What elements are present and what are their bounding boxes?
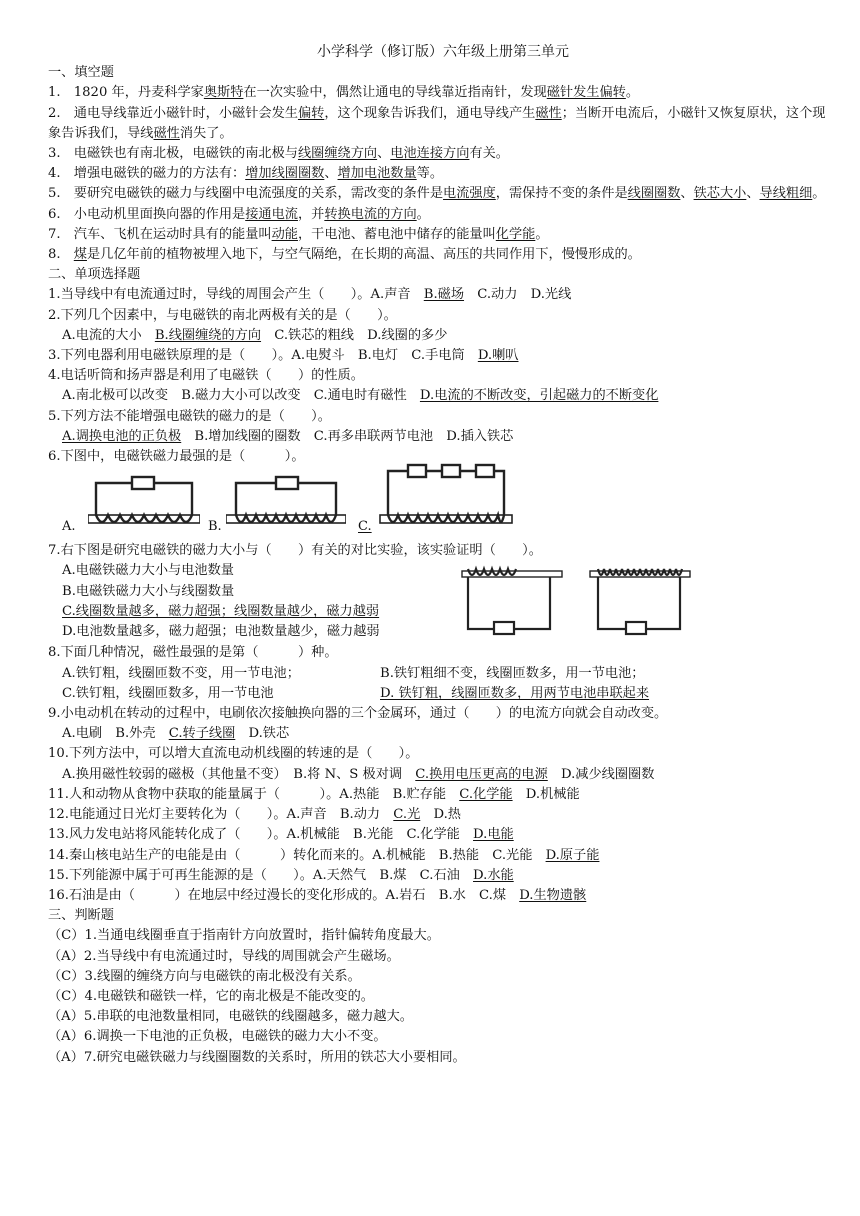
answer-underlined: 接通电流 xyxy=(245,206,298,222)
question-text: A.电刷 B.外壳 xyxy=(62,726,169,742)
judge-item-5: （A）5.串联的电池数量相同，电磁铁的线圈越多，磁力越大。 xyxy=(48,1009,413,1025)
question-text: C.铁芯的粗线 D.线圈的多少 xyxy=(261,327,448,343)
answer-underlined: 电池连接方向 xyxy=(390,146,470,162)
question-text: 16.石油是由（ ）在地层中经过漫长的变化形成的。A.岩石 B.水 C.煤 xyxy=(48,887,520,903)
figure-label-a: A. xyxy=(62,519,76,535)
question-text: 4. 增强电磁铁的磁力的方法有： xyxy=(48,166,246,182)
fill-item-3 xyxy=(48,144,838,164)
question-text: D.铁芯 xyxy=(235,726,290,742)
page-title: 小学科学（修订版）六年级上册第三单元 xyxy=(317,44,569,60)
question-11 xyxy=(48,785,838,805)
coil-comparison-figures xyxy=(458,559,698,637)
question-text: 11.人和动物从食物中获取的能量属于（ ）。A.热能 B.贮存能 xyxy=(48,786,460,802)
answer-underlined: B.磁场 xyxy=(423,287,465,303)
answer-underlined: D.生物遗骸 xyxy=(519,887,587,903)
answer-underlined: 转换电流的方向 xyxy=(324,206,417,222)
question-6: 6.下图中，电磁铁磁力最强的是（ ）。 xyxy=(48,449,305,465)
answer-underlined: 线圈圈数 xyxy=(627,186,681,202)
answer-underlined: 动能 xyxy=(271,226,298,242)
answer-underlined: 化学能 xyxy=(495,226,536,242)
question-7-option-c: C.线圈数量越多，磁力超强；线圈数量越少，磁力越弱 xyxy=(62,603,380,619)
question-8-option-a: A.铁钉粗，线圈匝数不变，用一节电池； xyxy=(62,665,300,681)
answer-underlined: 奥斯特 xyxy=(203,85,244,101)
question-text: 等。 xyxy=(416,166,444,182)
fill-item-2 xyxy=(48,104,838,144)
judge-item-1: （C）1.当通电线圈垂直于指南针方向放置时，指针偏转角度最大。 xyxy=(48,928,440,944)
answer-underlined: C.光 xyxy=(393,807,421,823)
judge-item-6: （A）6.调换一下电池的正负极，电磁铁的磁力大小不变。 xyxy=(48,1029,387,1045)
question-text: 5. 要研究电磁铁的磁力与线圈中电流强度的关系，需改变的条件是 xyxy=(48,186,444,202)
question-7-option-a: A.电磁铁磁力大小与电池数量 xyxy=(62,563,234,579)
judge-list xyxy=(48,926,838,1067)
question-text: 12.电能通过日光灯主要转化为（ ）。A.声音 B.动力 xyxy=(48,807,394,823)
figure-label-c: C. xyxy=(358,519,372,535)
question-text: 1. 1820 年，丹麦科学家 xyxy=(48,85,204,101)
answer-underlined: 线圈缠绕方向 xyxy=(297,146,378,162)
question-text: 14.秦山核电站生产的电能是由（ ）转化而来的。A.机械能 B.热能 C.光能 xyxy=(48,847,546,863)
question-text: ，干电池、蓄电池中储存的能量叫 xyxy=(297,226,496,242)
question-text: 。 xyxy=(812,186,826,202)
question-text: D.机械能 xyxy=(512,786,580,802)
judge-item-4: （C）4.电磁铁和磁铁一样，它的南北极是不能改变的。 xyxy=(48,988,374,1004)
answer-underlined: C.化学能 xyxy=(459,786,513,802)
question-text: 。 xyxy=(416,206,430,222)
section-heading-fill: 一、填空题 xyxy=(48,65,114,81)
section-heading-choice: 二、单项选择题 xyxy=(48,267,141,283)
question-10: 10.下列方法中，可以增大直流电动机线圈的转速的是（ ）。 xyxy=(48,746,419,762)
answer-underlined: C.换用电压更高的电源 xyxy=(415,766,548,782)
answer-underlined: 磁性 xyxy=(535,105,562,121)
fill-item-7 xyxy=(48,225,838,245)
electromagnet-figure-b xyxy=(226,469,346,535)
question-9: 9.小电动机在转动的过程中，电刷依次接触换向器的三个金属环，通过（ ）的电流方向就会自动改变。 xyxy=(48,706,668,722)
question-text: 7. 汽车、飞机在运动时具有的能量叫 xyxy=(48,226,272,242)
answer-underlined: 导线粗细 xyxy=(759,186,813,202)
question-7: 7.右下图是研究电磁铁的磁力大小与（ ）有关的对比实验，该实验证明（ ）。 xyxy=(48,543,542,559)
answer-underlined: 增加线圈圈数 xyxy=(245,166,325,182)
question-9-options xyxy=(48,724,838,744)
question-text: 6. 小电动机里面换向器的作用是 xyxy=(48,206,246,222)
fill-item-5 xyxy=(48,184,838,204)
judge-item-3: （C）3.线圈的缠绕方向与电磁铁的南北极没有关系。 xyxy=(48,968,361,984)
answer-underlined: C.转子线圈 xyxy=(168,726,236,742)
question-text: 13.风力发电站将风能转化成了（ ）。A.机械能 B.光能 C.化学能 xyxy=(48,827,474,843)
fill-list xyxy=(48,83,838,265)
electromagnet-figure-c xyxy=(376,461,516,535)
question-text: C.动力 D.光线 xyxy=(464,287,572,303)
answer-underlined: D.电流的不断改变，引起磁力的不断变化 xyxy=(419,388,659,404)
question-12 xyxy=(48,805,838,825)
section-heading-judge: 三、判断题 xyxy=(48,908,114,924)
answer-underlined: 铁芯大小 xyxy=(693,186,747,202)
question-15 xyxy=(48,866,838,886)
question-text: 、 xyxy=(746,186,760,202)
question-text: 。 xyxy=(625,85,640,101)
answer-underlined: 电流强度 xyxy=(443,186,496,202)
answer-underlined: 煤 xyxy=(73,247,87,263)
question-text: ，需保持不变的条件是 xyxy=(495,186,628,202)
question-text: ；当断开电流后，小磁针又恢复原状，这个现象告诉我们，导线 xyxy=(48,105,826,141)
question-10-options xyxy=(48,765,838,785)
question-text: D.减少线圈圈数 xyxy=(547,766,655,782)
question-text: 、 xyxy=(324,166,338,182)
question-16 xyxy=(48,886,838,906)
question-14 xyxy=(48,846,838,866)
question-text: ，这个现象告诉我们，通电导线产生 xyxy=(324,105,536,121)
answer-underlined: D.电能 xyxy=(473,827,514,843)
question-3 xyxy=(48,346,838,366)
question-text: 是几亿年前的植物被埋入地下，与空气隔绝，在长期的高温、高压的共同作用下，慢慢形成的。 xyxy=(86,247,641,263)
answer-underlined: 磁性 xyxy=(153,125,180,141)
answer-underlined: A.调换电池的正负极 xyxy=(62,428,182,444)
answer-underlined: 偏转 xyxy=(297,105,325,121)
fill-item-8 xyxy=(48,245,838,265)
question-text: D.热 xyxy=(420,807,461,823)
question-4-options xyxy=(48,386,838,406)
question-7-option-d: D.电池数量越多，磁力超强；电池数量越少，磁力越弱 xyxy=(62,624,380,640)
question-5-options xyxy=(48,427,838,447)
question-text: 2. 通电导线靠近小磁针时，小磁针会发生 xyxy=(48,105,298,121)
electromagnet-figure-a xyxy=(88,471,200,535)
question-text: 有关。 xyxy=(469,146,509,162)
question-8-options-row-2 xyxy=(48,684,838,704)
answer-underlined: 增加电池数量 xyxy=(337,166,417,182)
question-6-figures xyxy=(48,467,838,541)
judge-item-2: （A）2.当导线中有电流通过时，导线的周围就会产生磁场。 xyxy=(48,948,400,964)
judge-item-7: （A）7.研究电磁铁磁力与线圈圈数的关系时，所用的铁芯大小要相同。 xyxy=(48,1049,466,1065)
question-text: 在一次实验中，偶然让通电的导线靠近指南针，发现 xyxy=(243,85,547,101)
question-text: 、 xyxy=(377,146,391,162)
question-text: 15.下列能源中属于可再生能源的是（ ）。A.天然气 B.煤 C.石油 xyxy=(48,867,474,883)
question-text: B.增加线圈的圈数 C.再多串联两节电池 D.插入铁芯 xyxy=(181,428,514,444)
question-text: 1.当导线中有电流通过时，导线的周围会产生（ ）。A.声音 xyxy=(48,287,424,303)
question-text: A.换用磁性较弱的磁极（其他量不变） B.将 N、S 极对调 xyxy=(62,766,416,782)
question-2-options xyxy=(48,326,838,346)
fill-item-1 xyxy=(48,83,838,103)
answer-underlined: B.线圈缠绕的方向 xyxy=(154,327,262,343)
question-8-options-row-1 xyxy=(48,664,838,684)
question-8: 8.下面几种情况，磁性最强的是第（ ）种。 xyxy=(48,645,338,661)
worksheet xyxy=(48,42,838,1068)
question-text: A.电流的大小 xyxy=(62,327,155,343)
fill-item-6 xyxy=(48,205,838,225)
question-text: 3.下列电器利用电磁铁原理的是（ ）。A.电熨斗 B.电灯 C.手电筒 xyxy=(48,348,478,364)
question-text: 。 xyxy=(535,226,549,242)
question-5: 5.下列方法不能增强电磁铁的磁力的是（ ）。 xyxy=(48,408,331,424)
fill-item-4 xyxy=(48,164,838,184)
question-7-block xyxy=(48,561,838,643)
question-8-option-b: B.铁钉粗细不变，线圈匝数多，用一节电池； xyxy=(380,665,645,681)
figure-label-b: B. xyxy=(208,519,222,535)
question-7-option-b: B.电磁铁磁力大小与线圈数量 xyxy=(62,583,235,599)
question-text: ，并 xyxy=(297,206,325,222)
question-text: 3. 电磁铁也有南北极，电磁铁的南北极与 xyxy=(48,146,298,162)
question-4: 4.电话听筒和扬声器是利用了电磁铁（ ）的性质。 xyxy=(48,368,364,384)
question-text: 、 xyxy=(680,186,694,202)
question-text: 消失了。 xyxy=(179,125,233,141)
question-text: 8. xyxy=(48,247,74,263)
question-8-option-c: C.铁钉粗，线圈匝数多，用一节电池 xyxy=(62,685,274,701)
answer-underlined: 磁针发生偏转 xyxy=(546,85,626,101)
question-text: A.南北极可以改变 B.磁力大小可以改变 C.通电时有磁性 xyxy=(62,388,420,404)
answer-underlined: D.喇叭 xyxy=(477,348,519,364)
answer-underlined: D.水能 xyxy=(473,867,514,883)
answer-underlined: D.原子能 xyxy=(545,847,600,863)
question-1 xyxy=(48,285,838,305)
question-13 xyxy=(48,825,838,845)
question-8-option-d: D. 铁钉粗，线圈匝数多，用两节电池串联起来 xyxy=(380,685,650,701)
question-2: 2.下列几个因素中，与电磁铁的南北两极有关的是（ ）。 xyxy=(48,307,397,323)
